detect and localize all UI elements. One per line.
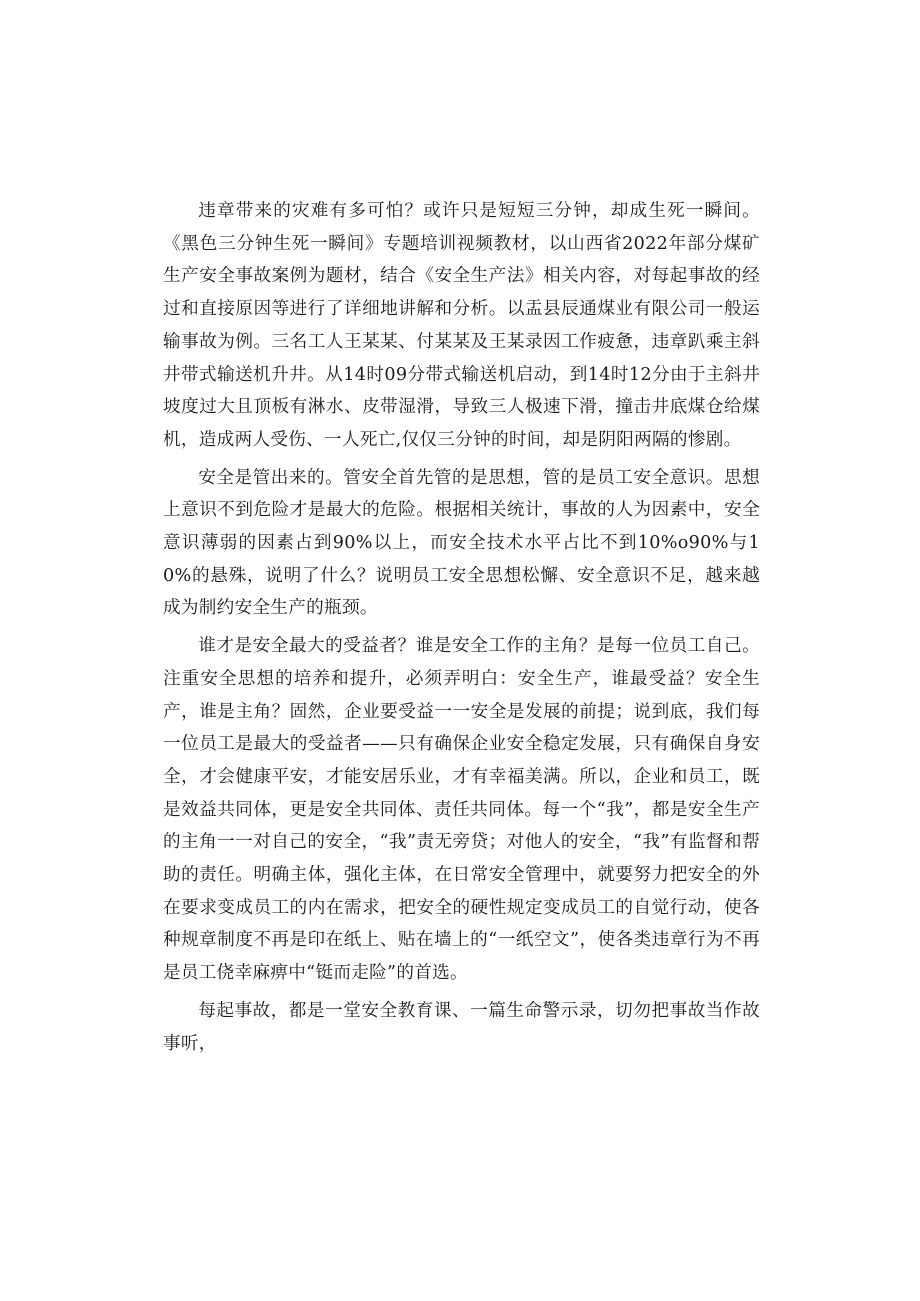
paragraph-safety-management: 安全是管出来的。管安全首先管的是思想，管的是员工安全意识。思想上意识不到危险才是最大的危险。根据相关统计，事故的人为因素中，安全意识薄弱的因素占到90%以上，而安全技术水平占比不到10%o90%与10%的悬殊，说明了什么？说明员工安全思想松懈、安全意识不足，越来越成为制约安全生产的瓶颈。 (163, 467, 760, 619)
document-body (163, 195, 760, 1060)
paragraph-violation-disaster: 违章带来的灾难有多可怕？或许只是短短三分钟，却成生死一瞬间。《黑色三分钟生死一瞬间》专题培训视频教材，以山西省2022年部分煤矿生产安全事故案例为题材，结合《安全生产法》相关内容，对每起事故的经过和直接原因等进行了详细地讲解和分析。以盂县辰通煤业有限公司一般运输事故为例。三名工人王某某、付某某及王某录因工作疲惫，违章趴乘主斜井带式输送机升井。从14时09分带式输送机启动，到14时12分由于主斜井坡度过大且顶板有淋水、皮带湿滑，导致三人极速下滑，撞击井底煤仓给煤机，造成两人受伤、一人死亡,仅仅三分钟的时间，却是阴阳两隔的惨剧。 (163, 201, 760, 450)
paragraph-accident-lesson: 每起事故，都是一堂安全教育课、一篇生命警示录，切勿把事故当作故事听， (163, 1000, 760, 1054)
paragraph-safety-beneficiary: 谁才是安全最大的受益者？谁是安全工作的主角？是每一位员工自己。注重安全思想的培养和提升，必须弄明白：安全生产，谁最受益？安全生产，谁是主角？固然，企业要受益一一安全是发展的前提；说到底，我们每一位员工是最大的受益者——只有确保企业安全稳定发展，只有确保自身安全，才会健康平安，才能安居乐业，才有幸福美满。所以，企业和员工，既是效益共同体，更是安全共同体、责任共同体。每一个“我”，都是安全生产的主角一一对自己的安全，“我”责无旁贷；对他人的安全，“我”有监督和帮助的责任。明确主体，强化主体，在日常安全管理中，就要努力把安全的外在要求变成员工的内在需求，把安全的硬性规定变成员工的自觉行动，使各种规章制度不再是印在纸上、贴在墙上的“一纸空文”，使各类违章行为不再是员工侥幸麻痹中“铤而走险”的首选。 (163, 636, 760, 984)
